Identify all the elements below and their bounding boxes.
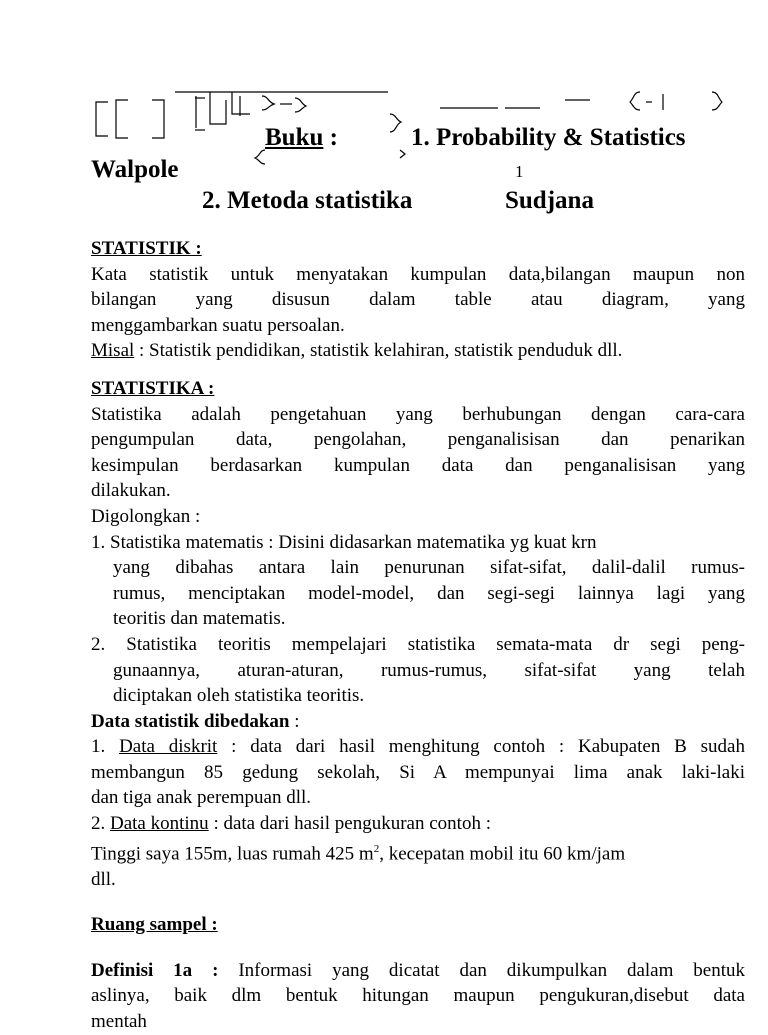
data-diskrit-line-3: dan tiga anak perempuan dll. bbox=[91, 787, 312, 809]
data-kontinu-num: 2. bbox=[91, 813, 110, 835]
data-kontinu-line-2 bbox=[91, 837, 745, 867]
data-kontinu-label: Data kontinu bbox=[110, 813, 209, 835]
definisi-line-1 bbox=[91, 958, 745, 984]
item-1-line-4: teoritis dan matematis. bbox=[113, 608, 286, 630]
data-kontinu-l2-a: Tinggi saya 155m, luas rumah 425 m bbox=[91, 842, 374, 864]
statistika-line-3: kesimpulan berdasarkan kumpulan data dan penganalisisan yang bbox=[91, 454, 745, 476]
buku-colon: : bbox=[323, 124, 338, 151]
statistik-line-3: menggambarkan suatu persoalan. bbox=[91, 314, 345, 336]
misal-text: : Statistik pendidikan, statistik kelahiran, statistik penduduk dll. bbox=[134, 340, 623, 362]
data-statistik-title: Data statistik dibedakan bbox=[91, 710, 290, 732]
definisi-line-3: mentah bbox=[91, 1010, 147, 1032]
ruang-sampel-heading: Ruang sampel : bbox=[91, 914, 218, 936]
book-1-title: 1. Probability & Statistics bbox=[411, 124, 686, 151]
statistika-heading: STATISTIKA : bbox=[91, 377, 215, 399]
data-diskrit-line-1 bbox=[91, 734, 745, 760]
page-number: 1 bbox=[515, 162, 524, 181]
item-2-line-3: diciptakan oleh statistika teoritis. bbox=[113, 685, 365, 707]
data-diskrit-text: : data dari hasil menghitung contoh : Kabupaten B sudah bbox=[217, 736, 745, 758]
data-statistik-heading bbox=[91, 709, 745, 735]
document-body bbox=[91, 236, 745, 1035]
data-diskrit-label: Data diskrit bbox=[119, 736, 218, 758]
item-2-line-1: 2. Statistika teoritis mempelajari statistika semata-mata dr segi peng- bbox=[91, 633, 745, 655]
header-artifact-glyphs bbox=[0, 0, 768, 180]
item-2-line-2: gunaannya, aturan-aturan, rumus-rumus, sifat-sifat yang telah bbox=[113, 659, 745, 681]
definisi-text: Informasi yang dicatat dan dikumpulkan dalam bentuk bbox=[218, 959, 746, 981]
data-diskrit-num: 1. bbox=[91, 736, 120, 758]
data-kontinu-text: : data dari hasil pengukuran contoh : bbox=[208, 813, 491, 835]
statistik-heading: STATISTIK : bbox=[91, 238, 202, 259]
data-kontinu-line-3: dll. bbox=[91, 868, 116, 890]
buku-word: Buku bbox=[265, 124, 324, 151]
data-kontinu-l2-b: , kecepatan mobil itu 60 km/jam bbox=[379, 842, 626, 864]
data-kontinu-sup: 2 bbox=[373, 842, 380, 855]
definisi-label: Definisi 1a : bbox=[91, 959, 219, 981]
buku-label bbox=[265, 124, 338, 152]
item-1-line-3: rumus, menciptakan model-model, dan segi-segi lainnya lagi yang bbox=[113, 582, 745, 604]
data-kontinu-line-1 bbox=[91, 811, 745, 837]
item-1-line-2: yang dibahas antara lain penurunan sifat-sifat, dalil-dalil rumus- bbox=[113, 557, 745, 579]
book-1-author: Walpole bbox=[91, 156, 179, 183]
misal-label: Misal bbox=[91, 340, 135, 362]
misal-line bbox=[91, 338, 745, 364]
statistika-line-4: dilakukan. bbox=[91, 480, 171, 502]
data-statistik-colon: : bbox=[289, 710, 300, 732]
item-1-line-1: 1. Statistika matematis : Disini didasarkan matematika yg kuat krn bbox=[91, 531, 597, 553]
statistik-line-1: Kata statistik untuk menyatakan kumpulan data,bilangan maupun non bbox=[91, 263, 745, 285]
statistik-line-2: bilangan yang disusun dalam table atau diagram, yang bbox=[91, 289, 745, 311]
statistika-line-2: pengumpulan data, pengolahan, penganalisisan dan penarikan bbox=[91, 429, 745, 451]
book-2-author: Sudjana bbox=[505, 187, 594, 214]
definisi-line-2: aslinya, baik dlm bentuk hitungan maupun pengukuran,disebut data bbox=[91, 985, 745, 1007]
data-diskrit-line-2: membangun 85 gedung sekolah, Si A mempunyai lima anak laki-laki bbox=[91, 761, 745, 783]
digolongkan: Digolongkan : bbox=[91, 505, 201, 527]
book-2-title: 2. Metoda statistika bbox=[202, 187, 413, 214]
statistika-line-1: Statistika adalah pengetahuan yang berhubungan dengan cara-cara bbox=[91, 403, 745, 425]
